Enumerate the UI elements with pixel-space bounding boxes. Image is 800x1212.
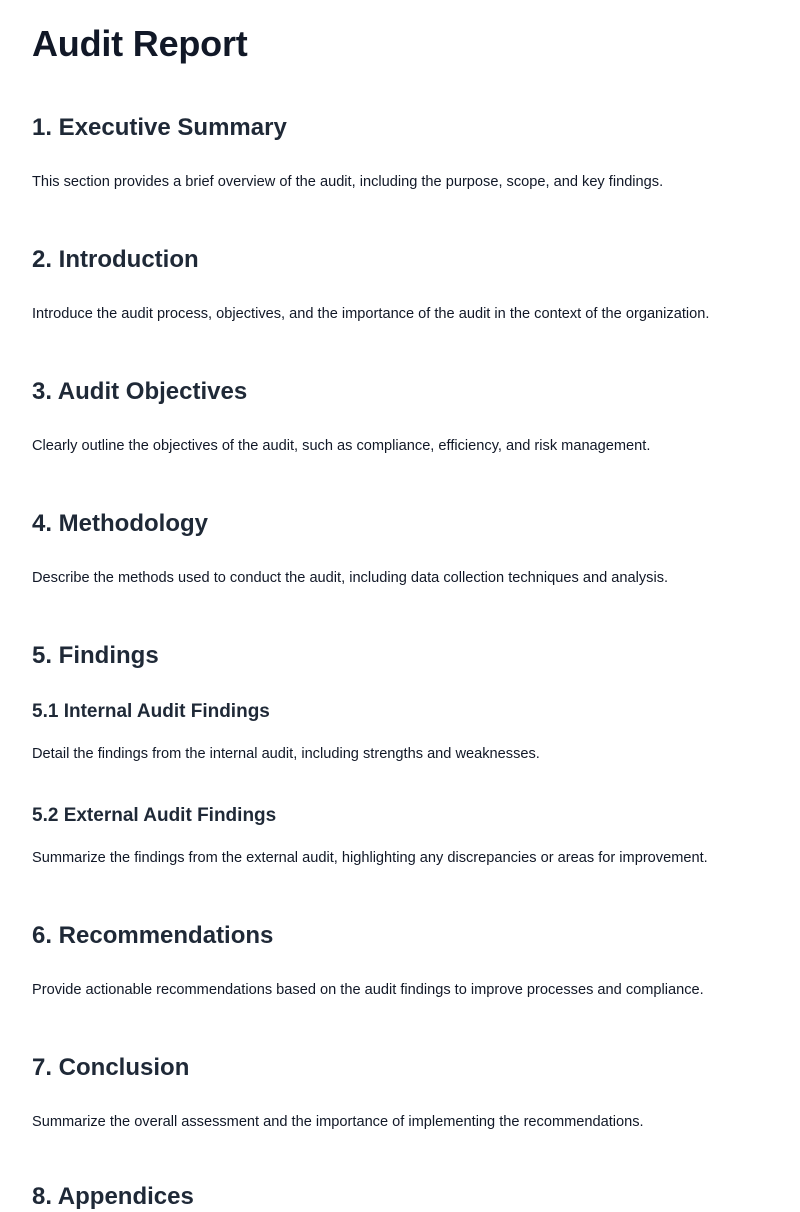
section-text: Introduce the audit process, objectives, and the importance of the audit in the context of the organization. xyxy=(32,306,710,322)
section-text: This section provides a brief overview of the audit, including the purpose, scope, and key findings. xyxy=(32,174,664,190)
section-heading: 2. Introduction xyxy=(32,246,199,273)
subsection-text: Detail the findings from the internal audit, including strengths and weaknesses. xyxy=(32,746,540,762)
section-heading: 8. Appendices xyxy=(32,1183,194,1210)
section-heading: 7. Conclusion xyxy=(32,1054,190,1081)
subsection-heading: 5.2 External Audit Findings xyxy=(32,805,277,826)
subsection-heading: 5.1 Internal Audit Findings xyxy=(32,701,270,722)
subsection-text: Summarize the findings from the external audit, highlighting any discrepancies or areas for improvement. xyxy=(32,850,708,866)
section-heading: 1. Executive Summary xyxy=(32,114,287,141)
section-text: Provide actionable recommendations based on the audit findings to improve processes and compliance. xyxy=(32,982,704,998)
section-heading: 6. Recommendations xyxy=(32,922,274,949)
section-heading: 4. Methodology xyxy=(32,510,208,537)
page-title: Audit Report xyxy=(32,23,248,64)
section-text: Summarize the overall assessment and the importance of implementing the recommendations. xyxy=(32,1114,644,1130)
section-text: Describe the methods used to conduct the audit, including data collection techniques and analysis. xyxy=(32,570,669,586)
section-text: Clearly outline the objectives of the audit, such as compliance, efficiency, and risk management. xyxy=(32,438,651,454)
section-heading: 5. Findings xyxy=(32,642,159,669)
section-heading: 3. Audit Objectives xyxy=(32,378,248,405)
